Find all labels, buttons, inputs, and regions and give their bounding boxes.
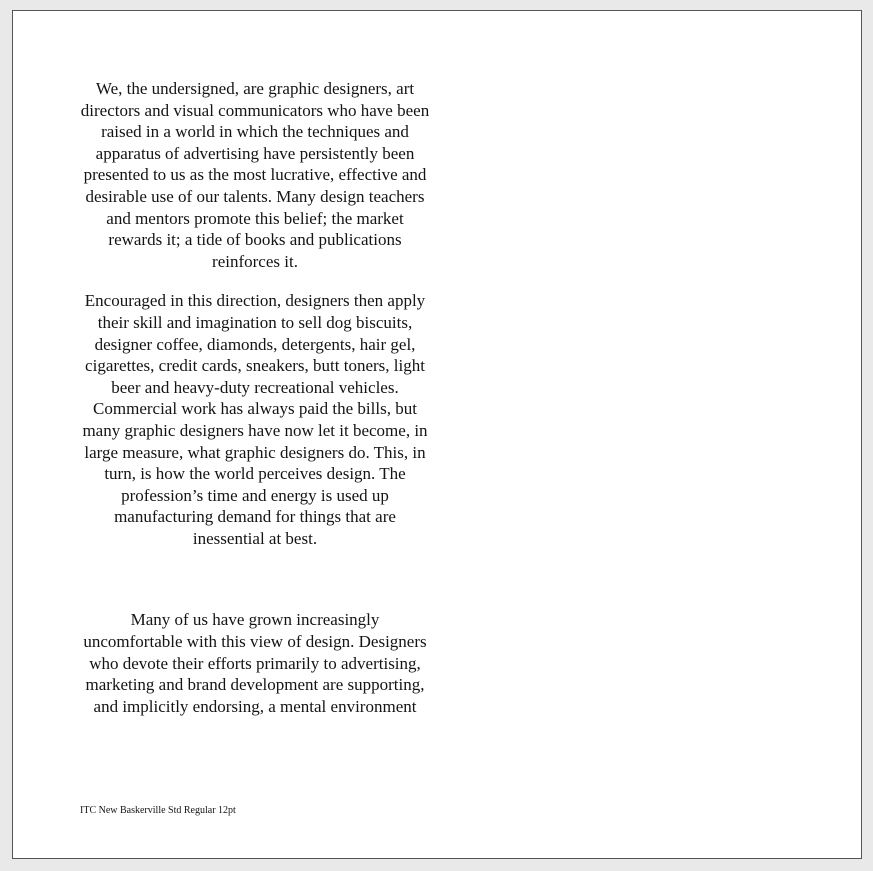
document-page	[12, 10, 862, 859]
paragraph-3: Many of us have grown increasingly uncomfortable with this view of design. Designers who devote their efforts primarily to advertising, marketing and brand development are supporting, and implicitly endorsing, a mental environment	[83, 610, 427, 716]
body-text-column	[79, 78, 431, 717]
font-caption: ITC New Baskerville Std Regular 12pt	[80, 805, 236, 816]
paragraph-1: We, the undersigned, are graphic designers, art directors and visual communicators who have been raised in a world in which the techniques and apparatus of advertising have persistently been presented to us as the most lucrative, effective and desirable use of our talents. Many design teachers and mentors promote this belief; the market rewards it; a tide of books and publications reinforces it.	[80, 79, 430, 271]
paragraph-2: Encouraged in this direction, designers then apply their skill and imagination to sell dog biscuits, designer coffee, diamonds, detergents, hair gel, cigarettes, credit cards, sneakers, butt toners, light beer and heavy-duty recreational vehicles. Commercial work has always paid the bills, but many graphic designers have now let it become, in large measure, what graphic designers do. This, in turn, is how the world perceives design. The profession’s time and energy is used up manufacturing demand for things that are inessential at best.	[82, 291, 428, 548]
